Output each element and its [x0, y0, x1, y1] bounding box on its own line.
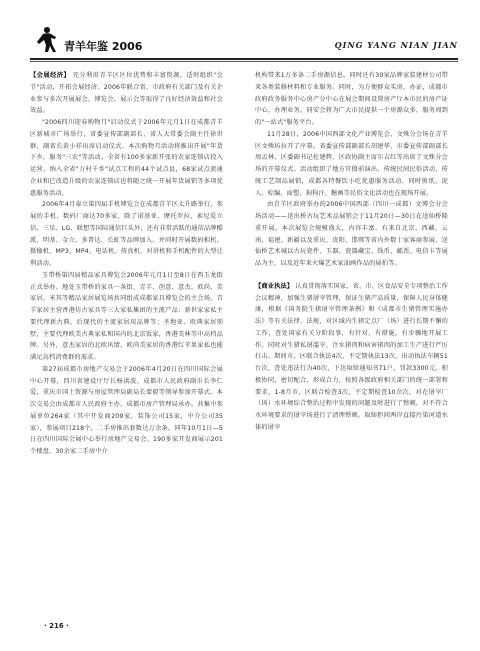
page-header [0, 0, 480, 62]
header-rule-thin [30, 61, 458, 62]
right-column [255, 70, 448, 434]
yearbook-title: 青羊年鉴 2006 [64, 40, 143, 53]
section-gap [255, 270, 448, 281]
left-column [30, 70, 223, 458]
paragraph: 机构带来1万多条二手房源信息。同时还有30家品牌家装建材公司带来各类装修材料和专业服务。同时，为方便群众买房，办证，成都市政府政务服务中心房产分中心在展会期间设置房产厅本市民的房产证中心，办理业务。同安会将为广大市民提供一个房源众多，服务周到的"一站式"服务平台。 [255, 72, 448, 126]
paragraph-text: 认真贯彻落实国家、省、市、区食品安全专项整治工作会议精神，加强生猪屠宰管理，保证生猪产品质量，保障人民身体健康，根据《国务院生猪屠宰管理条例》和《成都市生猪管理实施办法》等有关法律、法规，对区域内生猪定点厂（场）进行长期不懈的工作，查处国家有关分阶段事，有针对、有措施，有步骤地开展工作。同时对生猪私屠滥宰、注水猪肉和病害猪肉的加工生产进行严厉打击。期间市、区联合执法4次，不定期执法13次，出动执法车辆51台次，查处违法行为40次，下达取缔通知书71户，罚款3300元。积极协同，密切配合，形成合力，按照各级政府相关部门的统一部署和要求，1-8月市、区联合检查3次，不定期检查10余次，对在屠宰厂（场）水环境综合整治过程中发现的问题及时进行了整顿。对不符合水环境要求的屠宰场进行了清理整顿。取缔拒间两岸直接污染河道水体的屠宰 [255, 282, 448, 431]
page-number: · 216 · [44, 622, 69, 630]
paragraph: 玉带桥第四届精品家具博览会2006年元月1日至8日在西玉龙街正式举办。地处玉带桥的家具一条街，青羊、创意、意杰、欧尚、美家居、米其等精品家居展览场共同组成成都家具博览会的主会场。青羊家居主营香港仿古家具等三大家私集团的主流产品：新世家家私主要代理新古典、后现代的主流家居用品牌等；圣地亚、欧典家居别墅，主要代理欧美古典家私和国内的北京饭家，香港美林等中高档品牌。另外，意杰家居的北欧风情、欧尚美家居的香港红苹果家私也能满足高档消费群的需求。 [30, 271, 223, 361]
section-tag: 【商业执法】 [255, 282, 294, 290]
paragraph-text: 充分利用青羊区区位优势和丰富资源，适时组织"会节"活动，开拓会展经济。2006年联合省、市政府有关部门及有关企业参与多次开展展会、博览会、展示会等取得了良好经济效益和社会效益。 [30, 72, 223, 115]
paragraph [255, 281, 448, 434]
header-rule [30, 58, 458, 60]
section-tag: 【会展经济】 [30, 72, 71, 79]
paragraph: 11月28日，2006中国西部文化产业博览会，文殊分会场在青羊区文殊坊拉开了序幕。省委宣传部副部长胡建华、市委宣传部副部长周孟林、区委副书记杜建辉、区政协副主席尔吉红等出席了文殊分会场的开幕仪式。活动组织了地方官僚前演出、传统民间民俗活动、传统工艺制品展销，成都各特餐饮小吃优惠服务活动。同时剪纸、泥人、棕编、面塑、狗狗汗、糖画等民俗文化活动也在现场开展。 [255, 130, 448, 197]
paragraph: "2006四川迎春购物月"启动仪式于2006年元月1日在成都青羊区新城市广场举行，省委宣传部副部长、省人大常委会副主任徐世群、副省长黄小祥出席启动仪式。本次购物月活动将推出开展"年货下乡，服务"三农"等活动。全省有100多家新开张的农家连锁店投入运营，纳入全省"万村千乡"试点工程的44个试点县，68家试点流通企业和已改造升级的农家连锁店也将随之统一开展年货展销等多项优惠服务活动。 [30, 119, 223, 197]
yearbook-pinyin: QING YANG NIAN JIAN [334, 40, 458, 50]
paragraph: 2006年4月泰立第四届手机博览会在成都青羊区太升路举行，参展的手机、数码厂商达70多家，除了诺基亚、摩托罗拉、索尼爱立信、三星、LG、联想等国际通信巨头外，还有非常活跃的通信品牌酷派、明基、金立、多普达、长虹等品牌加入。并同时开展数码相机、摄像机、MP3、MP4、电话机、传真机、对讲机和手机配件的大型让利活动。 [30, 201, 223, 267]
paragraph: 由青羊区政府举办的2006中国西部（四川一成都）文博会分会场活动——送出桥古玩艺术品展销会于11月20日—30日在送仙桥隆重开展。本次展览会规模盛大，内容丰富。有来自北京、西藏、云南、福建、新疆以及重庆、贵阳、邯郸等省内外数十家客商参展，送仙桥艺术城以古玩瓷件、玉器、瓷器藏宝、钱币、邮票、电信卡等展品为主，以及近年来火爆艺术家油画作品的展拍等。 [255, 201, 448, 267]
paragraph [30, 70, 223, 117]
paragraph: 第27届成都市房地产交易会于2006年4月20日在四川国际会展中心开幕，四川省建设厅厅长杨洪波、成都市人民政府副市长李仁爱、重庆市国土资源与房屋管理局副局长蒙毅等领导参加开幕式。本次交易会由成都市人民政府主办，成都市房产管理局承办。共集中参展单位264家（其中开发商209家，装饰公司15家，中介公司35家），参展项目218个，二手房推出套数达万余条。同年10月1日—5日在四川国际会展中心举行房地产交易会。190多家开发商展示201个楼盘，30余家二手房中介 [30, 365, 223, 455]
dancer-silhouette-icon [34, 26, 60, 54]
